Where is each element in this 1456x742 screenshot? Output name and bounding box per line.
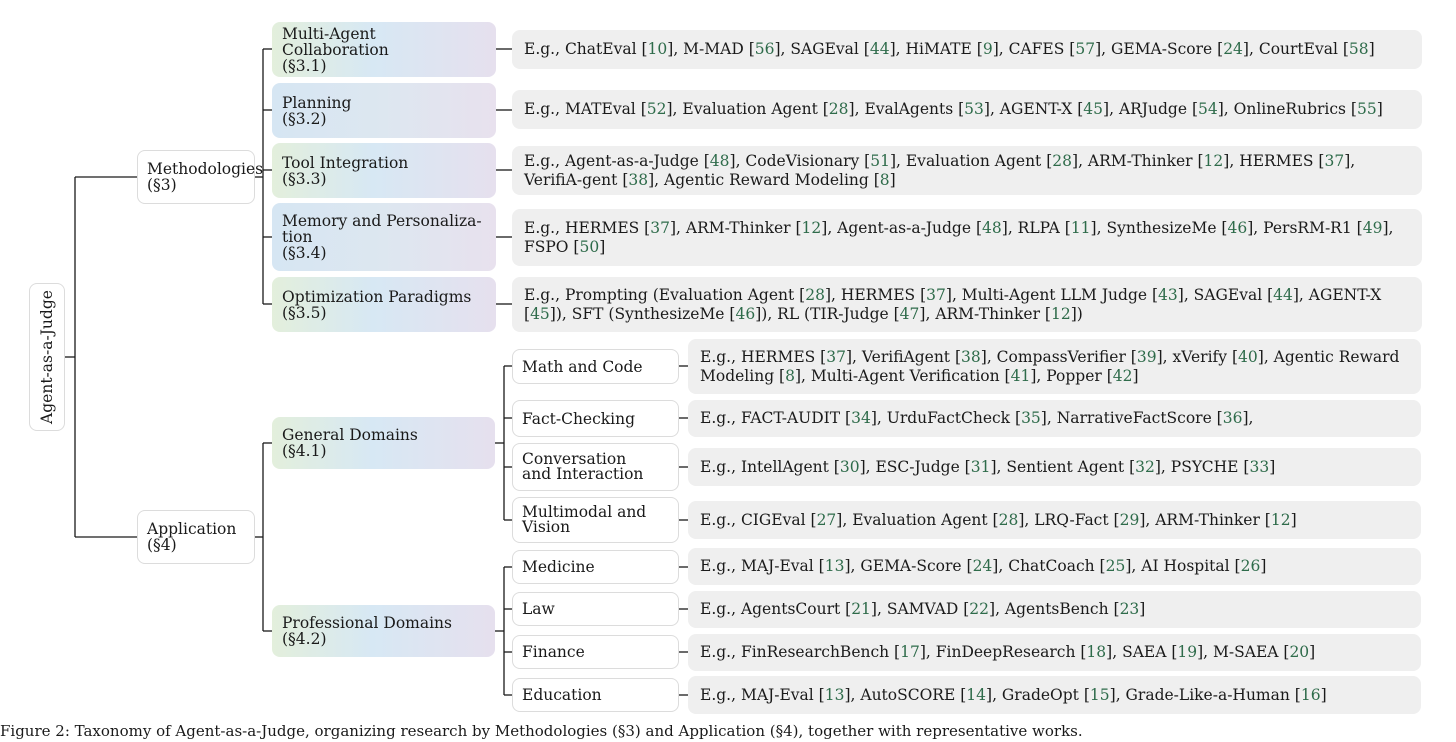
citation-number: 49 — [1362, 218, 1383, 237]
examples-leaf — [688, 400, 1421, 437]
category-section: (§3.3) — [282, 169, 327, 188]
citation-number: 16 — [1300, 685, 1321, 704]
category-section: (§4.1) — [282, 442, 327, 460]
subcategory-label: Medicine — [522, 558, 595, 576]
subcategory-label: Law — [522, 600, 555, 618]
citation-number: 57 — [1075, 40, 1096, 58]
education-node — [512, 678, 679, 712]
examples-leaf — [512, 277, 1422, 332]
citation-number: 52 — [646, 100, 667, 118]
methodologies-label: Methodologies — [147, 160, 264, 178]
examples-text: E.g., MAJ-Eval [13], GEMA-Score [24], ChatCoach [25], AI Hospital [26] — [700, 557, 1267, 575]
citation-number: 26 — [1240, 557, 1261, 575]
citation-number: 46 — [735, 304, 756, 323]
citation-number: 10 — [647, 40, 668, 58]
citation-number: 12 — [1270, 510, 1291, 529]
category-label: Optimization Paradigms — [282, 287, 472, 306]
tool-integration-node — [272, 143, 496, 198]
subcategory-label: Math and Code — [522, 357, 643, 376]
finance-node — [512, 635, 679, 669]
examples-text: E.g., FACT-AUDIT [34], UrduFactCheck [35], NarrativeFactScore [36], — [700, 409, 1254, 427]
category-label: Professional Domains — [282, 614, 452, 632]
category-section: (§3.2) — [282, 109, 327, 128]
citation-number: 37 — [926, 285, 946, 304]
examples-text: E.g., Agent-as-a-Judge [48], CodeVisionary [51], Evaluation Agent [28], ARM-Thinker [12], HERMES [37], VerifiA-gent [38], Agentic Reward Modeling [8] — [524, 151, 1356, 189]
citation-number: 50 — [579, 237, 600, 256]
citation-number: 13 — [824, 685, 845, 704]
citation-number: 42 — [1112, 366, 1133, 385]
citation-number: 12 — [1203, 151, 1224, 170]
category-label: Tool Integration — [282, 153, 409, 172]
citation-number: 8 — [785, 366, 795, 385]
examples-leaf — [512, 30, 1422, 69]
application-section: (§4) — [147, 536, 177, 554]
category-section: (§3.4) — [282, 244, 327, 262]
citation-number: 46 — [1227, 218, 1248, 237]
citation-number: 53 — [964, 100, 984, 118]
citation-number: 47 — [899, 304, 920, 323]
citation-number: 33 — [1249, 457, 1270, 476]
math-code-node — [512, 349, 679, 384]
citation-number: 43 — [1158, 285, 1178, 304]
professional-domains-node — [272, 605, 495, 657]
multimodal-vision-node — [512, 497, 679, 543]
subcategory-label: Education — [522, 686, 602, 704]
general-domains-node — [272, 417, 495, 469]
examples-leaf — [688, 448, 1421, 486]
examples-text: E.g., FinResearchBench [17], FinDeepResearch [18], SAEA [19], M-SAEA [20] — [700, 643, 1316, 661]
citation-number: 15 — [1089, 685, 1110, 704]
citation-number: 48 — [709, 151, 730, 170]
citation-number: 58 — [1348, 40, 1369, 58]
citation-number: 51 — [870, 151, 890, 170]
application-label: Application — [147, 520, 237, 538]
category-label: Planning — [282, 93, 352, 112]
category-label: Memory and Personaliza-tion — [282, 212, 482, 246]
citation-number: 25 — [1105, 557, 1126, 575]
application-node — [137, 510, 255, 564]
citation-number: 28 — [828, 100, 849, 118]
citation-number: 28 — [998, 510, 1019, 529]
fact-checking-node — [512, 400, 679, 437]
medicine-node — [512, 550, 679, 584]
subcategory-label: Conversation and Interaction — [522, 450, 644, 483]
law-node — [512, 592, 679, 626]
multi-agent-collaboration-node — [272, 22, 496, 77]
examples-leaf — [688, 591, 1421, 628]
examples-text: E.g., AgentsCourt [21], SAMVAD [22], AgentsBench [23] — [700, 600, 1146, 618]
citation-number: 37 — [650, 218, 670, 237]
category-section: (§4.2) — [282, 630, 327, 648]
citation-number: 13 — [824, 557, 845, 575]
examples-leaf — [512, 209, 1422, 266]
citation-number: 39 — [1136, 347, 1157, 366]
citation-number: 24 — [1223, 40, 1243, 58]
citation-number: 45 — [530, 304, 550, 323]
citation-number: 38 — [628, 170, 649, 189]
citation-number: 32 — [1135, 457, 1155, 476]
citation-number: 30 — [839, 457, 860, 476]
conversation-interaction-node — [512, 443, 679, 491]
methodologies-node — [137, 150, 264, 204]
citation-number: 9 — [982, 40, 993, 58]
citation-number: 41 — [1010, 366, 1031, 385]
citation-number: 29 — [1119, 510, 1140, 529]
optimization-paradigms-node — [272, 277, 496, 332]
citation-number: 18 — [1086, 643, 1107, 661]
figure-caption: Figure 2: Taxonomy of Agent-as-a-Judge, organizing research by Methodologies (§3) and Application (§4), together with representative works. — [0, 722, 1083, 740]
category-section: (§3.5) — [282, 303, 327, 322]
citation-number: 54 — [1198, 100, 1218, 118]
citation-number: 44 — [1273, 285, 1293, 304]
examples-text: E.g., HERMES [37], VerifiAgent [38], CompassVerifier [39], xVerify [40], Agentic Reward Modeling [8], Multi-Agent Verification [41], Popper [42] — [700, 347, 1400, 385]
citation-number: 31 — [970, 457, 991, 476]
examples-text: E.g., CIGEval [27], Evaluation Agent [28], LRQ-Fact [29], ARM-Thinker [12] — [700, 510, 1297, 529]
citation-number: 40 — [1238, 347, 1258, 366]
examples-text: E.g., HERMES [37], ARM-Thinker [12], Agent-as-a-Judge [48], RLPA [11], SynthesizeMe [46], PersRM-R1 [49], FSPO [50] — [524, 218, 1394, 256]
citation-number: 23 — [1119, 600, 1140, 618]
examples-text: E.g., MATEval [52], Evaluation Agent [28], EvalAgents [53], AGENT-X [45], ARJudge [54], OnlineRubrics [55] — [524, 100, 1383, 118]
citation-number: 48 — [982, 218, 1002, 237]
planning-node — [272, 83, 496, 138]
citation-number: 36 — [1222, 409, 1243, 427]
examples-text: E.g., Prompting (Evaluation Agent [28], HERMES [37], Multi-Agent LLM Judge [43], SAGEval [44], AGENT-X [45]), SFT (SynthesizeMe [46]), RL (TIR-Judge [47], ARM-Thinker [12]) — [524, 285, 1382, 323]
methodologies-section: (§3) — [147, 176, 177, 194]
examples-leaf — [512, 146, 1422, 195]
subcategory-label: Multimodal and Vision — [522, 503, 647, 536]
citation-number: 37 — [1324, 151, 1345, 170]
examples-text: E.g., IntellAgent [30], ESC-Judge [31], Sentient Agent [32], PSYCHE [33] — [700, 457, 1276, 476]
citation-number: 21 — [851, 600, 871, 618]
subcategory-label: Fact-Checking — [522, 409, 636, 428]
subcategory-label: Finance — [522, 643, 585, 661]
examples-leaf — [688, 676, 1421, 714]
citation-number: 44 — [869, 40, 890, 58]
memory-personalization-node — [272, 203, 496, 271]
citation-number: 27 — [816, 510, 837, 529]
citation-number: 20 — [1289, 643, 1310, 661]
category-section: (§3.1) — [282, 56, 327, 75]
root-node — [29, 283, 65, 431]
citation-number: 37 — [826, 347, 846, 366]
citation-number: 56 — [754, 40, 775, 58]
citation-number: 45 — [1083, 100, 1104, 118]
category-label: General Domains — [282, 426, 418, 444]
citation-number: 28 — [805, 285, 825, 304]
examples-leaf — [512, 90, 1422, 129]
citation-number: 22 — [969, 600, 989, 618]
citation-number: 34 — [851, 409, 871, 427]
citation-number: 17 — [900, 643, 920, 661]
examples-leaf — [688, 501, 1421, 539]
citation-number: 28 — [1052, 151, 1072, 170]
citation-number: 12 — [801, 218, 822, 237]
examples-text: E.g., MAJ-Eval [13], AutoSCORE [14], GradeOpt [15], Grade-Like-a-Human [16] — [700, 685, 1327, 704]
citation-number: 11 — [1070, 218, 1091, 237]
category-label: Multi-Agent Collaboration — [282, 24, 389, 59]
citation-number: 38 — [961, 347, 981, 366]
citation-number: 14 — [966, 685, 986, 704]
examples-leaf — [688, 339, 1421, 394]
examples-leaf — [688, 548, 1421, 585]
root-label: Agent-as-a-Judge — [38, 290, 56, 424]
citation-number: 55 — [1356, 100, 1377, 118]
examples-leaf — [688, 634, 1421, 671]
citation-number: 19 — [1177, 643, 1198, 661]
citation-number: 8 — [879, 170, 890, 189]
citation-number: 12 — [1050, 304, 1071, 323]
citation-number: 35 — [1021, 409, 1041, 427]
citation-number: 24 — [972, 557, 993, 575]
examples-text: E.g., ChatEval [10], M-MAD [56], SAGEval [44], HiMATE [9], CAFES [57], GEMA-Score [24], CourtEval [58] — [524, 40, 1375, 58]
